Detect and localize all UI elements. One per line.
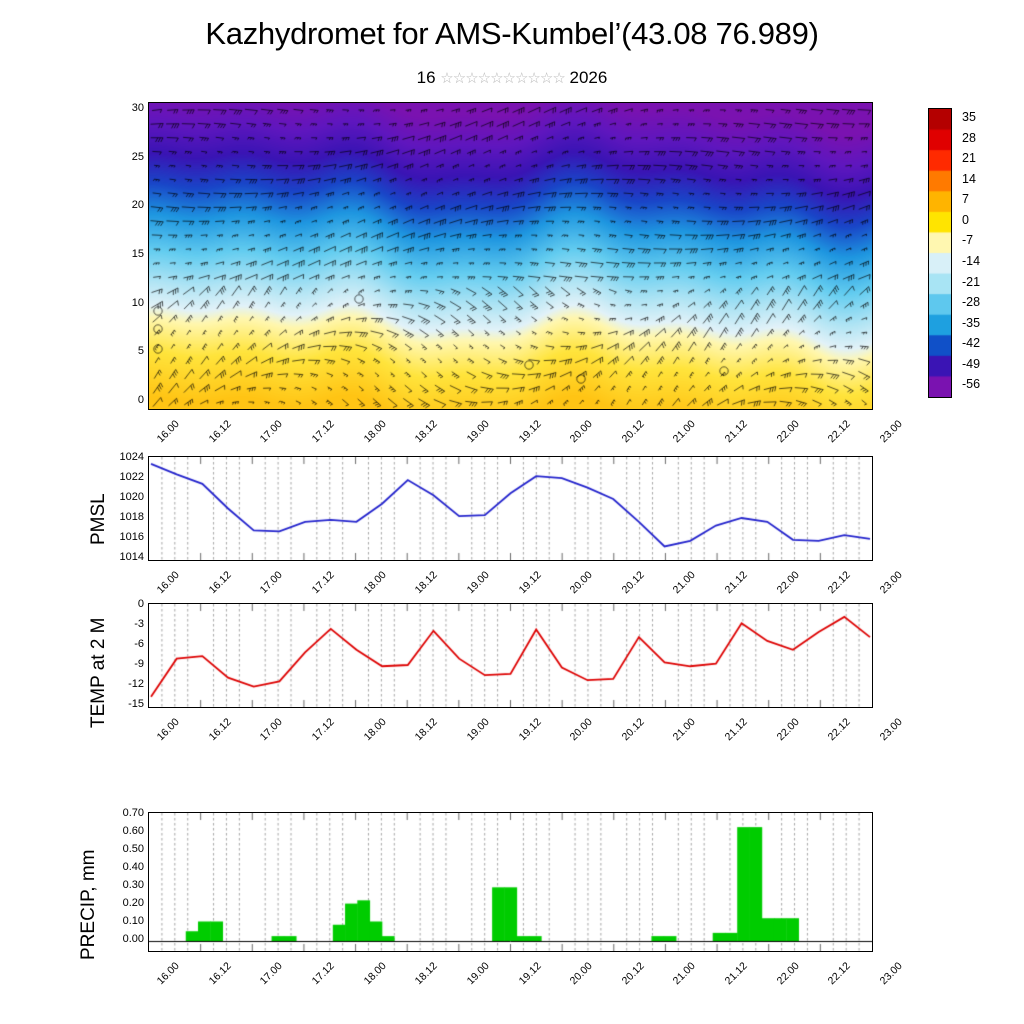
x-tick-label: 16.00 xyxy=(154,960,182,988)
y-tick-label: 0.10 xyxy=(122,915,144,927)
subtitle-day: 16 xyxy=(416,68,436,87)
pmsl-axis-label: PMSL xyxy=(88,493,109,545)
x-tick-label: 22.12 xyxy=(826,569,854,597)
colorbar-tick-label: 14 xyxy=(962,171,976,186)
pmsl-y-axis xyxy=(112,450,144,568)
x-tick-label: 17.12 xyxy=(309,960,337,988)
x-tick-label: 16.00 xyxy=(154,569,182,597)
y-tick-label: 30 xyxy=(131,102,144,114)
x-tick-label: 17.12 xyxy=(309,716,337,744)
x-tick-label: 22.12 xyxy=(826,418,854,446)
y-tick-label: 10 xyxy=(131,296,144,309)
x-tick-label: 22.00 xyxy=(774,569,802,597)
x-tick-label: 21.00 xyxy=(671,716,699,744)
x-tick-label: 22.00 xyxy=(774,716,802,744)
x-tick-label: 16.12 xyxy=(206,716,234,744)
colorbar-tick-label: -21 xyxy=(962,274,981,289)
x-tick-label: 22.12 xyxy=(826,716,854,744)
x-tick-label: 20.12 xyxy=(619,960,647,988)
y-tick-label: 20 xyxy=(131,199,144,212)
x-tick-label: 21.00 xyxy=(671,418,699,446)
y-tick-label: 0.70 xyxy=(122,807,144,819)
precip-chart xyxy=(149,813,872,951)
upper-air-x-axis xyxy=(140,414,905,454)
x-tick-label: 21.12 xyxy=(722,716,750,744)
x-tick-label: 23.00 xyxy=(877,569,905,597)
temp-chart xyxy=(149,604,872,707)
x-tick-label: 19.12 xyxy=(516,960,544,988)
y-tick-label: 0.40 xyxy=(122,861,144,873)
title-text: Kazhydromet for AMS-Kumbel’(43.08 76.989) xyxy=(205,16,819,51)
x-tick-label: 20.12 xyxy=(619,569,647,597)
y-tick-label: -12 xyxy=(128,678,144,690)
temp-axis-label: TEMP at 2 M xyxy=(88,617,109,728)
colorbar-tick-label: 28 xyxy=(962,130,976,145)
chart-subtitle xyxy=(0,68,1024,88)
x-tick-label: 18.00 xyxy=(361,716,389,744)
temp-x-axis xyxy=(140,712,905,752)
x-tick-label: 20.12 xyxy=(619,418,647,446)
y-tick-label: -9 xyxy=(134,658,144,670)
x-tick-label: 19.12 xyxy=(516,569,544,597)
x-tick-label: 21.00 xyxy=(671,960,699,988)
x-tick-label: 23.00 xyxy=(877,716,905,744)
colorbar-tick-label: -28 xyxy=(962,295,981,310)
y-tick-label: 0 xyxy=(137,598,144,610)
colorbar-tick-label: 35 xyxy=(962,110,976,124)
y-tick-label: 25 xyxy=(131,150,144,163)
pmsl-chart xyxy=(149,457,872,560)
x-tick-label: 20.00 xyxy=(567,569,595,597)
x-tick-label: 19.00 xyxy=(464,960,492,988)
colorbar-tick-label: -14 xyxy=(962,254,981,268)
temp-y-axis xyxy=(112,597,144,715)
x-tick-label: 21.00 xyxy=(671,569,699,597)
y-tick-label: 0.30 xyxy=(122,879,144,891)
colorbar-labels xyxy=(962,100,1012,410)
upper-air-y-axis xyxy=(118,95,144,417)
y-tick-label: 0.60 xyxy=(122,825,144,837)
y-tick-label: 1020 xyxy=(119,491,144,503)
y-tick-label: -3 xyxy=(134,618,144,630)
y-tick-label: 0.00 xyxy=(122,933,144,945)
x-tick-label: 18.12 xyxy=(412,960,440,988)
y-tick-label: 1024 xyxy=(119,451,144,463)
x-tick-label: 17.12 xyxy=(309,418,337,446)
colorbar-tick-label: -56 xyxy=(962,377,981,392)
x-tick-label: 18.00 xyxy=(361,418,389,446)
y-tick-label: 1018 xyxy=(119,511,144,523)
y-tick-label: -6 xyxy=(134,638,144,650)
x-tick-label: 22.00 xyxy=(774,418,802,446)
subtitle-stars: ☆☆☆☆☆☆☆☆☆☆ xyxy=(440,70,565,87)
x-tick-label: 16.12 xyxy=(206,569,234,597)
colorbar-tick-label: 7 xyxy=(962,192,969,207)
x-tick-label: 18.12 xyxy=(412,569,440,597)
subtitle-year: 2026 xyxy=(569,68,608,87)
precip-y-axis xyxy=(100,806,144,958)
x-tick-label: 22.00 xyxy=(774,960,802,988)
x-tick-label: 16.12 xyxy=(206,418,234,446)
x-tick-label: 19.12 xyxy=(516,418,544,446)
x-tick-label: 21.12 xyxy=(722,418,750,446)
x-tick-label: 18.00 xyxy=(361,569,389,597)
x-tick-label: 21.12 xyxy=(722,960,750,988)
x-tick-label: 18.00 xyxy=(361,960,389,988)
x-tick-label: 16.12 xyxy=(206,960,234,988)
colorbar-tick-label: 21 xyxy=(962,151,976,166)
y-tick-label: 1016 xyxy=(119,531,144,543)
y-tick-label: 0.20 xyxy=(122,897,144,909)
x-tick-label: 22.12 xyxy=(826,960,854,988)
x-tick-label: 20.12 xyxy=(619,716,647,744)
y-tick-label: 15 xyxy=(131,248,144,260)
y-tick-label: 0.50 xyxy=(122,843,144,855)
page-title xyxy=(0,16,1024,52)
x-tick-label: 23.00 xyxy=(877,960,905,988)
colorbar-tick-label: 0 xyxy=(962,212,969,227)
colorbar-tick-label: -42 xyxy=(962,336,981,351)
x-tick-label: 21.12 xyxy=(722,569,750,597)
x-tick-label: 20.00 xyxy=(567,960,595,988)
upper-air-heatmap xyxy=(149,103,872,409)
colorbar-tick-label: -35 xyxy=(962,315,981,330)
pmsl-x-axis xyxy=(140,565,905,605)
x-tick-label: 17.00 xyxy=(257,960,286,988)
y-tick-label: 0 xyxy=(137,394,144,406)
x-tick-label: 18.12 xyxy=(412,418,440,446)
x-tick-label: 17.00 xyxy=(257,716,286,744)
y-tick-label: -15 xyxy=(128,698,144,710)
temperature-colorbar xyxy=(928,108,952,398)
x-tick-label: 17.12 xyxy=(309,569,337,597)
x-tick-label: 23.00 xyxy=(877,418,905,446)
colorbar-tick-label: -7 xyxy=(962,233,974,248)
x-tick-label: 17.00 xyxy=(257,569,286,597)
y-tick-label: 1022 xyxy=(119,471,144,483)
y-tick-label: 1014 xyxy=(119,551,144,563)
x-tick-label: 18.12 xyxy=(412,716,440,744)
x-tick-label: 17.00 xyxy=(257,418,286,446)
x-tick-label: 19.00 xyxy=(464,418,492,446)
y-tick-label: 5 xyxy=(137,345,144,358)
x-tick-label: 16.00 xyxy=(154,716,182,744)
precip-x-axis xyxy=(140,956,905,996)
x-tick-label: 19.12 xyxy=(516,716,544,744)
x-tick-label: 19.00 xyxy=(464,716,492,744)
x-tick-label: 16.00 xyxy=(154,418,182,446)
x-tick-label: 20.00 xyxy=(567,716,595,744)
x-tick-label: 20.00 xyxy=(567,418,595,446)
x-tick-label: 19.00 xyxy=(464,569,492,597)
colorbar-tick-label: -49 xyxy=(962,356,981,371)
precip-axis-label: PRECIP, mm xyxy=(78,849,99,960)
